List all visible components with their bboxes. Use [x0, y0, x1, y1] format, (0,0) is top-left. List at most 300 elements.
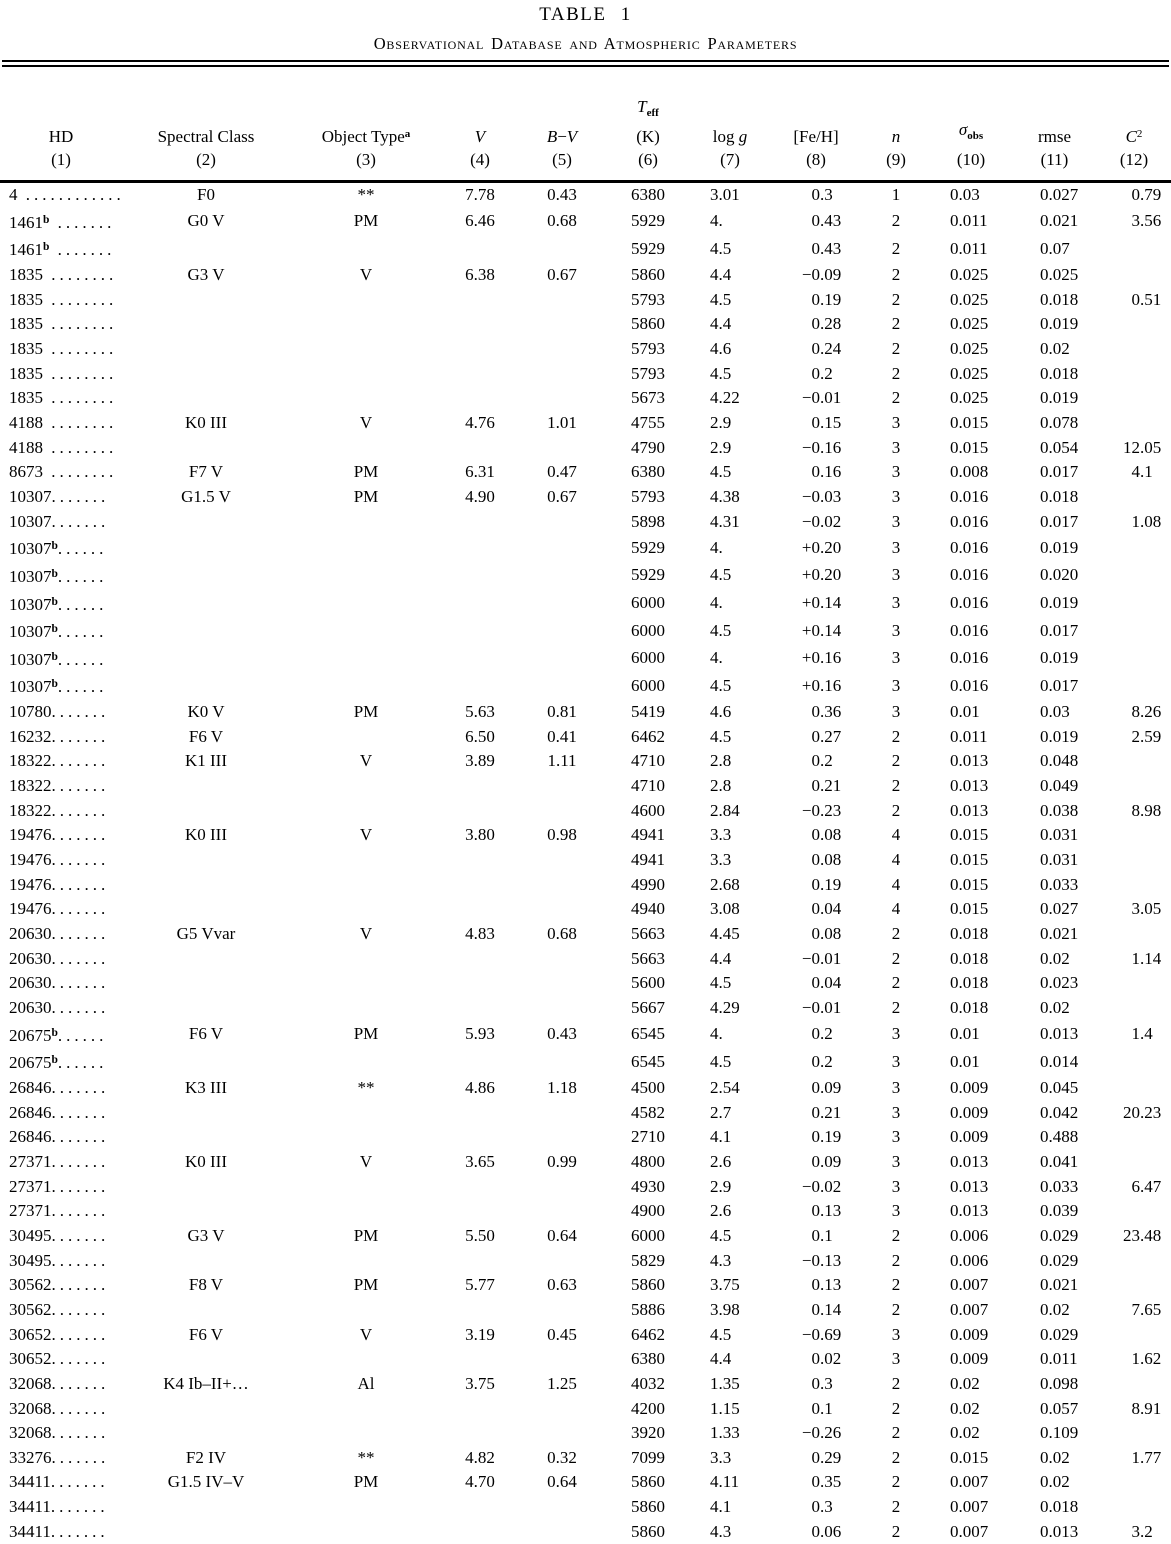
- hd-number: 16232: [9, 727, 52, 746]
- cell-spectral_class: [122, 672, 290, 700]
- cell-teff: 5929: [606, 534, 690, 562]
- hd-number: 30495: [9, 1251, 52, 1270]
- integer-part: 12: [1117, 436, 1140, 461]
- cell-log_g: 4.5: [690, 235, 770, 263]
- cell-object_type: [290, 725, 442, 750]
- cell-sigma_obs: 0.018: [930, 996, 1012, 1021]
- cell-teff: 5663: [606, 947, 690, 972]
- cell-spectral_class: [122, 1298, 290, 1323]
- cell-spectral_class: K0 III: [122, 823, 290, 848]
- cell-v_mag: 6.46: [442, 208, 518, 236]
- cell-rmse: 0.031: [1012, 823, 1097, 848]
- cell-object_type: Al: [290, 1372, 442, 1397]
- cell-fe_h: [770, 460, 862, 485]
- integer-part: 0: [786, 1022, 820, 1047]
- hd-number: 10307: [9, 567, 52, 586]
- hd-number: 20675: [9, 1053, 52, 1072]
- cell-c_squared: [1097, 617, 1171, 645]
- fraction-part: .04: [820, 899, 841, 918]
- cell-b_minus_v: [518, 362, 606, 387]
- cell-n_obs: 2: [862, 996, 930, 1021]
- table-row: [0, 1199, 1171, 1224]
- cell-hd: [0, 749, 122, 774]
- integer-part: 0: [786, 897, 820, 922]
- leader-dots: .......: [52, 924, 110, 943]
- fraction-part: .16: [820, 438, 841, 457]
- hd-number: 10780: [9, 702, 52, 721]
- cell-fe_h: [770, 534, 862, 562]
- integer-part: 0: [786, 1397, 820, 1422]
- hd-number: 1461: [9, 213, 43, 232]
- cell-hd: [0, 1021, 122, 1049]
- cell-n_obs: 3: [862, 617, 930, 645]
- cell-rmse: 0.098: [1012, 1372, 1097, 1397]
- header-label: $\sigma_{obs}$: [930, 118, 1012, 148]
- fraction-part: .2: [820, 751, 833, 770]
- cell-sigma_obs: 0.03: [930, 182, 1012, 208]
- hd-number: 27371: [9, 1177, 52, 1196]
- hd-number: 1461: [9, 240, 43, 259]
- cell-v_mag: [442, 386, 518, 411]
- cell-c_squared: [1097, 947, 1171, 972]
- fraction-part: .01: [820, 949, 841, 968]
- cell-log_g: 4.5: [690, 362, 770, 387]
- leader-dots: .......: [52, 512, 110, 531]
- cell-n_obs: 2: [862, 725, 930, 750]
- table-row: [0, 1347, 1171, 1372]
- cell-fe_h: [770, 1021, 862, 1049]
- cell-n_obs: 2: [862, 774, 930, 799]
- cell-n_obs: 3: [862, 534, 930, 562]
- cell-teff: 4500: [606, 1076, 690, 1101]
- cell-sigma_obs: 0.018: [930, 971, 1012, 996]
- cell-hd: [0, 312, 122, 337]
- cell-object_type: PM: [290, 1273, 442, 1298]
- cell-object_type: [290, 645, 442, 673]
- cell-log_g: 4.5: [690, 971, 770, 996]
- cell-teff: 6462: [606, 725, 690, 750]
- leader-dots: ........: [43, 438, 117, 457]
- integer-part: −0: [786, 1323, 820, 1348]
- cell-c_squared: [1097, 725, 1171, 750]
- column-header-hd: [0, 67, 122, 182]
- cell-sigma_obs: 0.018: [930, 947, 1012, 972]
- leader-dots: .......: [52, 1374, 110, 1393]
- cell-spectral_class: K1 III: [122, 749, 290, 774]
- cell-teff: 6462: [606, 1323, 690, 1348]
- table-row: [0, 1495, 1171, 1520]
- cell-fe_h: [770, 411, 862, 436]
- hd-number: 30562: [9, 1300, 52, 1319]
- cell-log_g: 4.5: [690, 725, 770, 750]
- cell-object_type: [290, 1495, 442, 1520]
- fraction-part: .3: [820, 1497, 833, 1516]
- cell-object_type: [290, 672, 442, 700]
- cell-rmse: 0.02: [1012, 1446, 1097, 1471]
- cell-log_g: 4.5: [690, 562, 770, 590]
- cell-v_mag: [442, 1199, 518, 1224]
- table-row: [0, 873, 1171, 898]
- cell-rmse: 0.029: [1012, 1323, 1097, 1348]
- fraction-part: .43: [820, 239, 841, 258]
- table-row: [0, 1520, 1171, 1544]
- table-row: [0, 1048, 1171, 1076]
- cell-v_mag: [442, 1101, 518, 1126]
- cell-n_obs: 3: [862, 1101, 930, 1126]
- cell-teff: 5886: [606, 1298, 690, 1323]
- cell-sigma_obs: 0.013: [930, 1199, 1012, 1224]
- cell-n_obs: 3: [862, 1076, 930, 1101]
- cell-teff: 6545: [606, 1048, 690, 1076]
- integer-part: 0: [786, 288, 820, 313]
- cell-log_g: 2.84: [690, 799, 770, 824]
- hd-number: 1835: [9, 388, 43, 407]
- cell-v_mag: 6.50: [442, 725, 518, 750]
- cell-b_minus_v: [518, 947, 606, 972]
- cell-object_type: [290, 312, 442, 337]
- cell-b_minus_v: 1.18: [518, 1076, 606, 1101]
- cell-object_type: [290, 534, 442, 562]
- cell-v_mag: 3.75: [442, 1372, 518, 1397]
- footnote-marker: b: [52, 1054, 58, 1066]
- table-row: [0, 1397, 1171, 1422]
- cell-fe_h: [770, 235, 862, 263]
- cell-sigma_obs: 0.016: [930, 534, 1012, 562]
- cell-c_squared: [1097, 1372, 1171, 1397]
- cell-spectral_class: K3 III: [122, 1076, 290, 1101]
- leader-dots: ........: [43, 388, 117, 407]
- cell-log_g: 4.5: [690, 672, 770, 700]
- cell-rmse: 0.038: [1012, 799, 1097, 824]
- table-row: [0, 1273, 1171, 1298]
- table-row: [0, 897, 1171, 922]
- cell-teff: 5419: [606, 700, 690, 725]
- cell-object_type: PM: [290, 700, 442, 725]
- table-row: [0, 263, 1171, 288]
- cell-c_squared: [1097, 1021, 1171, 1049]
- cell-object_type: PM: [290, 460, 442, 485]
- integer-part: 0: [786, 848, 820, 873]
- cell-n_obs: 2: [862, 208, 930, 236]
- cell-spectral_class: [122, 436, 290, 461]
- cell-teff: 5860: [606, 1470, 690, 1495]
- cell-spectral_class: F2 IV: [122, 1446, 290, 1471]
- cell-hd: [0, 774, 122, 799]
- cell-fe_h: [770, 1347, 862, 1372]
- cell-hd: [0, 1520, 122, 1544]
- integer-part: 0: [786, 1347, 820, 1372]
- cell-v_mag: 3.80: [442, 823, 518, 848]
- leader-dots: ........: [43, 364, 117, 383]
- cell-sigma_obs: 0.011: [930, 235, 1012, 263]
- cell-fe_h: [770, 1150, 862, 1175]
- cell-n_obs: 3: [862, 1150, 930, 1175]
- cell-log_g: 4.: [690, 534, 770, 562]
- fraction-part: .56: [1140, 211, 1161, 230]
- header-number: (5): [518, 148, 606, 172]
- cell-b_minus_v: [518, 1298, 606, 1323]
- hd-number: 30652: [9, 1325, 52, 1344]
- cell-c_squared: [1097, 337, 1171, 362]
- cell-c_squared: [1097, 848, 1171, 873]
- footnote-marker: b: [52, 651, 58, 663]
- cell-b_minus_v: [518, 672, 606, 700]
- cell-b_minus_v: 0.43: [518, 1021, 606, 1049]
- fraction-part: .09: [820, 1078, 841, 1097]
- cell-teff: 6000: [606, 617, 690, 645]
- cell-rmse: 0.013: [1012, 1021, 1097, 1049]
- cell-spectral_class: F6 V: [122, 1323, 290, 1348]
- cell-sigma_obs: 0.013: [930, 1150, 1012, 1175]
- cell-n_obs: 2: [862, 971, 930, 996]
- cell-b_minus_v: [518, 235, 606, 263]
- fraction-part: .26: [820, 1423, 841, 1442]
- fraction-part: .65: [1140, 1300, 1161, 1319]
- integer-part: −0: [786, 263, 820, 288]
- table-row: [0, 799, 1171, 824]
- cell-n_obs: 2: [862, 1397, 930, 1422]
- cell-log_g: 4.6: [690, 337, 770, 362]
- cell-c_squared: [1097, 922, 1171, 947]
- integer-part: 0: [786, 209, 820, 234]
- cell-teff: 5860: [606, 1520, 690, 1544]
- cell-log_g: 1.15: [690, 1397, 770, 1422]
- integer-part: −0: [786, 510, 820, 535]
- table-title: TABLE 1: [0, 4, 1171, 26]
- cell-fe_h: [770, 312, 862, 337]
- cell-hd: [0, 386, 122, 411]
- fraction-part: .2: [820, 364, 833, 383]
- double-rule: [2, 60, 1169, 67]
- hd-number: 10307: [9, 650, 52, 669]
- hd-number: 27371: [9, 1152, 52, 1171]
- cell-c_squared: [1097, 1421, 1171, 1446]
- cell-object_type: PM: [290, 485, 442, 510]
- table-row: [0, 1125, 1171, 1150]
- cell-rmse: 0.020: [1012, 562, 1097, 590]
- table-row: [0, 1175, 1171, 1200]
- hd-number: 18322: [9, 776, 52, 795]
- cell-c_squared: [1097, 436, 1171, 461]
- cell-log_g: 2.9: [690, 411, 770, 436]
- leader-dots: ......: [58, 622, 108, 641]
- cell-fe_h: [770, 1273, 862, 1298]
- cell-c_squared: [1097, 873, 1171, 898]
- fraction-part: .98: [1140, 801, 1161, 820]
- cell-rmse: 0.017: [1012, 672, 1097, 700]
- cell-fe_h: [770, 774, 862, 799]
- integer-part: −0: [786, 1421, 820, 1446]
- footnote-marker: b: [52, 568, 58, 580]
- table-row: [0, 182, 1171, 208]
- cell-hd: [0, 1421, 122, 1446]
- hd-number: 1835: [9, 290, 43, 309]
- cell-teff: 5793: [606, 337, 690, 362]
- hd-number: 20630: [9, 998, 52, 1017]
- cell-teff: 4930: [606, 1175, 690, 1200]
- cell-object_type: [290, 1101, 442, 1126]
- table-row: [0, 617, 1171, 645]
- hd-number: 1835: [9, 314, 43, 333]
- integer-part: −0: [786, 386, 820, 411]
- cell-log_g: 4.4: [690, 947, 770, 972]
- cell-n_obs: 3: [862, 1323, 930, 1348]
- table-row: [0, 1421, 1171, 1446]
- cell-object_type: [290, 848, 442, 873]
- cell-log_g: 4.6: [690, 700, 770, 725]
- cell-spectral_class: [122, 1249, 290, 1274]
- integer-part: 0: [786, 1199, 820, 1224]
- cell-spectral_class: [122, 235, 290, 263]
- fraction-part: .79: [1140, 185, 1161, 204]
- cell-fe_h: [770, 1101, 862, 1126]
- cell-spectral_class: [122, 362, 290, 387]
- header-label: HD: [0, 125, 122, 148]
- cell-sigma_obs: 0.009: [930, 1347, 1012, 1372]
- cell-spectral_class: K4 Ib–II+…: [122, 1372, 290, 1397]
- cell-rmse: 0.011: [1012, 1347, 1097, 1372]
- cell-hd: [0, 1446, 122, 1471]
- fraction-part: .77: [1140, 1448, 1161, 1467]
- header-label: $C^2$: [1097, 123, 1171, 148]
- cell-sigma_obs: 0.025: [930, 288, 1012, 313]
- cell-b_minus_v: 0.45: [518, 1323, 606, 1348]
- integer-part: 0: [786, 774, 820, 799]
- table-row: [0, 411, 1171, 436]
- cell-b_minus_v: 1.01: [518, 411, 606, 436]
- fraction-part: .16: [820, 676, 841, 695]
- fraction-part: .14: [820, 621, 841, 640]
- cell-fe_h: [770, 436, 862, 461]
- fraction-part: .59: [1140, 727, 1161, 746]
- cell-n_obs: 3: [862, 700, 930, 725]
- integer-part: 6: [1117, 1175, 1140, 1200]
- fraction-part: .29: [820, 1448, 841, 1467]
- hd-number: 10307: [9, 512, 52, 531]
- cell-teff: 4990: [606, 873, 690, 898]
- fraction-part: .13: [820, 1201, 841, 1220]
- cell-hd: [0, 1224, 122, 1249]
- cell-object_type: [290, 873, 442, 898]
- cell-rmse: 0.019: [1012, 534, 1097, 562]
- cell-object_type: [290, 1249, 442, 1274]
- cell-object_type: [290, 897, 442, 922]
- cell-hd: [0, 947, 122, 972]
- integer-part: 0: [786, 725, 820, 750]
- cell-spectral_class: G1.5 IV–V: [122, 1470, 290, 1495]
- cell-teff: 5929: [606, 562, 690, 590]
- cell-b_minus_v: [518, 645, 606, 673]
- cell-b_minus_v: [518, 562, 606, 590]
- header-number: (1): [0, 148, 122, 172]
- leader-dots: .......: [52, 949, 110, 968]
- header-top-line: $T_{eff}$: [606, 95, 690, 125]
- cell-b_minus_v: 0.64: [518, 1470, 606, 1495]
- cell-teff: 4755: [606, 411, 690, 436]
- hd-number: 1835: [9, 364, 43, 383]
- cell-teff: 4940: [606, 897, 690, 922]
- cell-c_squared: [1097, 1495, 1171, 1520]
- fraction-part: .08: [820, 825, 841, 844]
- cell-c_squared: [1097, 562, 1171, 590]
- cell-object_type: [290, 1347, 442, 1372]
- cell-c_squared: [1097, 460, 1171, 485]
- fraction-part: .13: [820, 1251, 841, 1270]
- cell-rmse: 0.488: [1012, 1125, 1097, 1150]
- cell-c_squared: [1097, 1199, 1171, 1224]
- cell-v_mag: 4.82: [442, 1446, 518, 1471]
- cell-rmse: 0.029: [1012, 1249, 1097, 1274]
- cell-v_mag: [442, 672, 518, 700]
- cell-spectral_class: [122, 848, 290, 873]
- hd-number: 26846: [9, 1078, 52, 1097]
- cell-sigma_obs: 0.015: [930, 823, 1012, 848]
- cell-spectral_class: G0 V: [122, 208, 290, 236]
- table-row: [0, 1076, 1171, 1101]
- cell-c_squared: [1097, 1150, 1171, 1175]
- column-header-n_obs: [862, 67, 930, 182]
- integer-part: −0: [786, 485, 820, 510]
- cell-spectral_class: K0 V: [122, 700, 290, 725]
- table-row: [0, 749, 1171, 774]
- leader-dots: .......: [52, 751, 110, 770]
- cell-log_g: 1.35: [690, 1372, 770, 1397]
- cell-c_squared: [1097, 235, 1171, 263]
- cell-c_squared: [1097, 534, 1171, 562]
- cell-hd: [0, 362, 122, 387]
- cell-teff: 4941: [606, 848, 690, 873]
- cell-v_mag: [442, 947, 518, 972]
- fraction-part: .47: [1140, 1177, 1161, 1196]
- cell-log_g: 3.01: [690, 182, 770, 208]
- integer-part: 1: [1117, 947, 1140, 972]
- leader-dots: .......: [52, 1300, 110, 1319]
- hd-number: 32068: [9, 1399, 52, 1418]
- integer-part: 0: [786, 1273, 820, 1298]
- cell-n_obs: 2: [862, 337, 930, 362]
- cell-b_minus_v: [518, 312, 606, 337]
- cell-c_squared: [1097, 208, 1171, 236]
- cell-teff: 5663: [606, 922, 690, 947]
- cell-v_mag: [442, 996, 518, 1021]
- cell-object_type: PM: [290, 1021, 442, 1049]
- cell-log_g: 4.: [690, 590, 770, 618]
- cell-c_squared: [1097, 823, 1171, 848]
- header-number: (11): [1012, 148, 1097, 172]
- cell-log_g: 4.5: [690, 1048, 770, 1076]
- table-row: [0, 337, 1171, 362]
- header-number: (9): [862, 148, 930, 172]
- cell-hd: [0, 799, 122, 824]
- cell-spectral_class: [122, 996, 290, 1021]
- cell-c_squared: [1097, 590, 1171, 618]
- footnote-marker: b: [43, 214, 49, 226]
- cell-v_mag: [442, 971, 518, 996]
- cell-spectral_class: [122, 1199, 290, 1224]
- fraction-part: .05: [1140, 899, 1161, 918]
- cell-v_mag: [442, 1347, 518, 1372]
- hd-number: 20630: [9, 924, 52, 943]
- header-number: (7): [690, 148, 770, 172]
- cell-object_type: [290, 590, 442, 618]
- cell-v_mag: [442, 362, 518, 387]
- fraction-part: .19: [820, 875, 841, 894]
- fraction-part: .03: [820, 487, 841, 506]
- cell-c_squared: [1097, 672, 1171, 700]
- table-header: [0, 67, 1171, 182]
- cell-b_minus_v: 0.41: [518, 725, 606, 750]
- cell-log_g: 4.4: [690, 1347, 770, 1372]
